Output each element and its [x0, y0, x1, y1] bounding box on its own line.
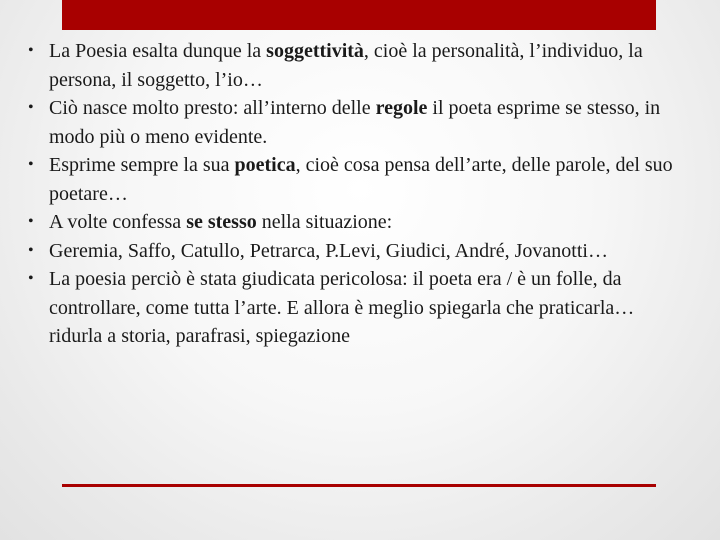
slide-body — [28, 37, 688, 351]
bullet-text-bold: poetica — [234, 154, 296, 176]
bullet-dot-icon: • — [28, 241, 34, 259]
bullet-text — [49, 97, 660, 148]
bullet-text-segment: , cioè cosa pensa dell’arte, delle parole, del suo poetare… — [49, 154, 673, 205]
bullet-dot-icon: • — [28, 270, 34, 287]
bullet-item — [28, 37, 688, 94]
bullet-text-segment: A volte confessa — [49, 211, 187, 233]
bullet-text-segment: La Poesia esalta dunque la — [49, 40, 267, 62]
bullet-dot-icon: • — [28, 213, 34, 230]
bullet-item — [28, 208, 688, 237]
bullet-text — [49, 40, 643, 91]
bullet-text-segment: il poeta esprime se stesso, in modo più o meno evidente. — [49, 97, 661, 148]
top-accent-bar — [62, 0, 656, 30]
bottom-accent-line — [62, 484, 656, 487]
bullet-text-segment: Ciò nasce molto presto: all’interno delle — [49, 97, 376, 119]
bullet-text-bold: se stesso — [186, 211, 257, 233]
bullet-text — [49, 268, 634, 347]
bullet-dot-icon: • — [28, 42, 34, 59]
bullet-text — [49, 211, 392, 233]
bullet-text — [49, 240, 608, 262]
bullet-text-segment: , cioè la personalità, l’individuo, la persona, il soggetto, l’io… — [49, 40, 643, 91]
bullet-list — [28, 37, 688, 351]
bullet-item — [28, 237, 688, 266]
bullet-text-bold: regole — [375, 97, 428, 119]
bullet-text-bold: soggettività — [266, 40, 364, 62]
bullet-item — [28, 265, 688, 351]
bullet-dot-icon: • — [28, 99, 34, 116]
bullet-text-segment: Esprime sempre la sua — [49, 154, 235, 176]
bullet-item — [28, 151, 688, 208]
bullet-text — [49, 154, 673, 205]
bullet-item — [28, 94, 688, 151]
bullet-text-segment: Geremia, Saffo, Catullo, Petrarca, P.Levi, Giudici, André, Jovanotti… — [49, 239, 608, 262]
bullet-text-segment: nella situazione: — [256, 211, 393, 233]
bullet-dot-icon: • — [28, 156, 34, 173]
bullet-text-segment: La poesia perciò è stata giudicata pericolosa: il poeta era / è un folle, da controllare, come tutta l’arte. E allora è meglio spiegarla che praticarla… ridurla a storia, parafrasi, spiegazione — [49, 268, 635, 347]
